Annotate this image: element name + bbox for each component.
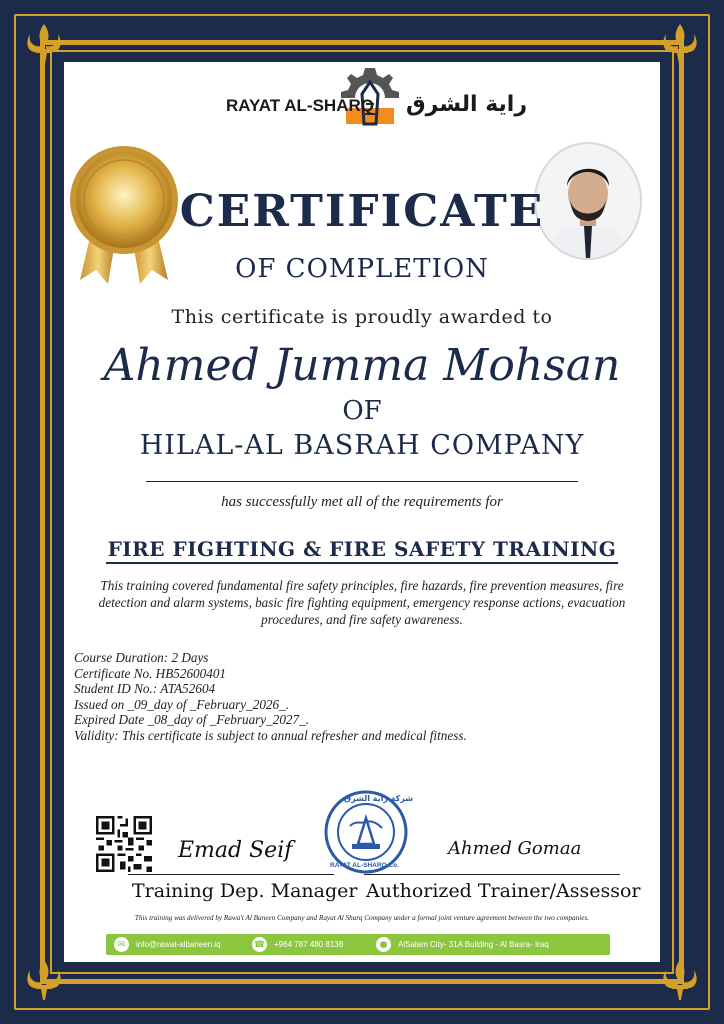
logo-text-en: RAYAT AL-SHARQ — [226, 96, 374, 115]
contact-address — [376, 936, 549, 953]
stamp-text-en: RAYAT AL-SHARQ Co. — [330, 862, 399, 869]
divider-line — [146, 481, 578, 482]
validity-note: Validity: This certificate is subject to annual refresher and medical fitness. — [74, 727, 467, 743]
right-signature-line — [364, 874, 620, 875]
left-signature-title: Training Dep. Manager — [132, 880, 358, 902]
requirements-text: has successfully met all of the requirements for — [221, 494, 503, 510]
issued-date: Issued on _09_day of _February_2026_. — [74, 696, 290, 712]
contact-phone[interactable] — [252, 936, 343, 953]
course-duration: Course Duration: 2 Days — [74, 650, 209, 665]
logo-text-ar: راية الشرق — [406, 92, 528, 117]
stamp-text-ar: شركة راية الشرق — [344, 794, 414, 803]
certificate-details — [74, 650, 594, 743]
fleur-de-lis-icon — [24, 958, 64, 1002]
qr-code — [96, 816, 152, 872]
contact-email-text: info@rawat-albaneen.iq — [136, 940, 221, 949]
awarded-text: This certificate is proudly awarded to — [171, 306, 553, 328]
fleur-de-lis-icon — [24, 22, 64, 66]
fleur-de-lis-icon — [660, 22, 700, 66]
fleur-de-lis-icon — [660, 958, 700, 1002]
company-logo — [220, 64, 528, 148]
certificate-title: CERTIFICATE — [179, 186, 545, 237]
recipient-name: Ahmed Jumma Mohsan — [103, 340, 621, 391]
left-signature: Emad Seif — [178, 838, 293, 863]
course-title-text: FIRE FIGHTING & FIRE SAFETY TRAINING — [106, 537, 619, 564]
recipient-company: HILAL-AL BASRAH COMPANY — [139, 430, 585, 461]
right-signature-title: Authorized Trainer/Assessor — [366, 880, 641, 902]
envelope-icon: ✉ — [114, 937, 129, 952]
certificate-number: Certificate No. HB52600401 — [74, 665, 227, 681]
contact-bar — [106, 934, 610, 955]
course-title — [0, 537, 724, 561]
expiry-date: Expired Date _08_day of _February_2027_. — [74, 712, 310, 727]
certificate-subtitle: OF COMPLETION — [235, 254, 489, 284]
student-id: Student ID No.: ATA52604 — [74, 681, 216, 696]
joint-venture-note: This training was delivered by Rawa't Al Baneen Company and Rayat Al Sharq Company under a formal joint venture agreement between the two companies. — [134, 914, 590, 922]
right-signature: Ahmed Gomaa — [448, 838, 582, 859]
contact-address-text: AlSalam City- 31A Building - Al Basra- Iraq — [398, 940, 549, 949]
location-pin-icon: ● — [376, 937, 391, 952]
contact-phone-text: +964 787 480 8138 — [274, 940, 344, 949]
contact-email[interactable] — [114, 936, 221, 953]
of-text: OF — [342, 396, 382, 426]
phone-icon: ☎ — [252, 937, 267, 952]
course-description: This training covered fundamental fire safety principles, fire hazards, fire prevention measures, fire detection and alarm systems, basic fire fighting equipment, emergency response actions, evacuation procedures, and fire safety awareness. — [98, 578, 626, 627]
left-signature-line — [128, 874, 334, 875]
